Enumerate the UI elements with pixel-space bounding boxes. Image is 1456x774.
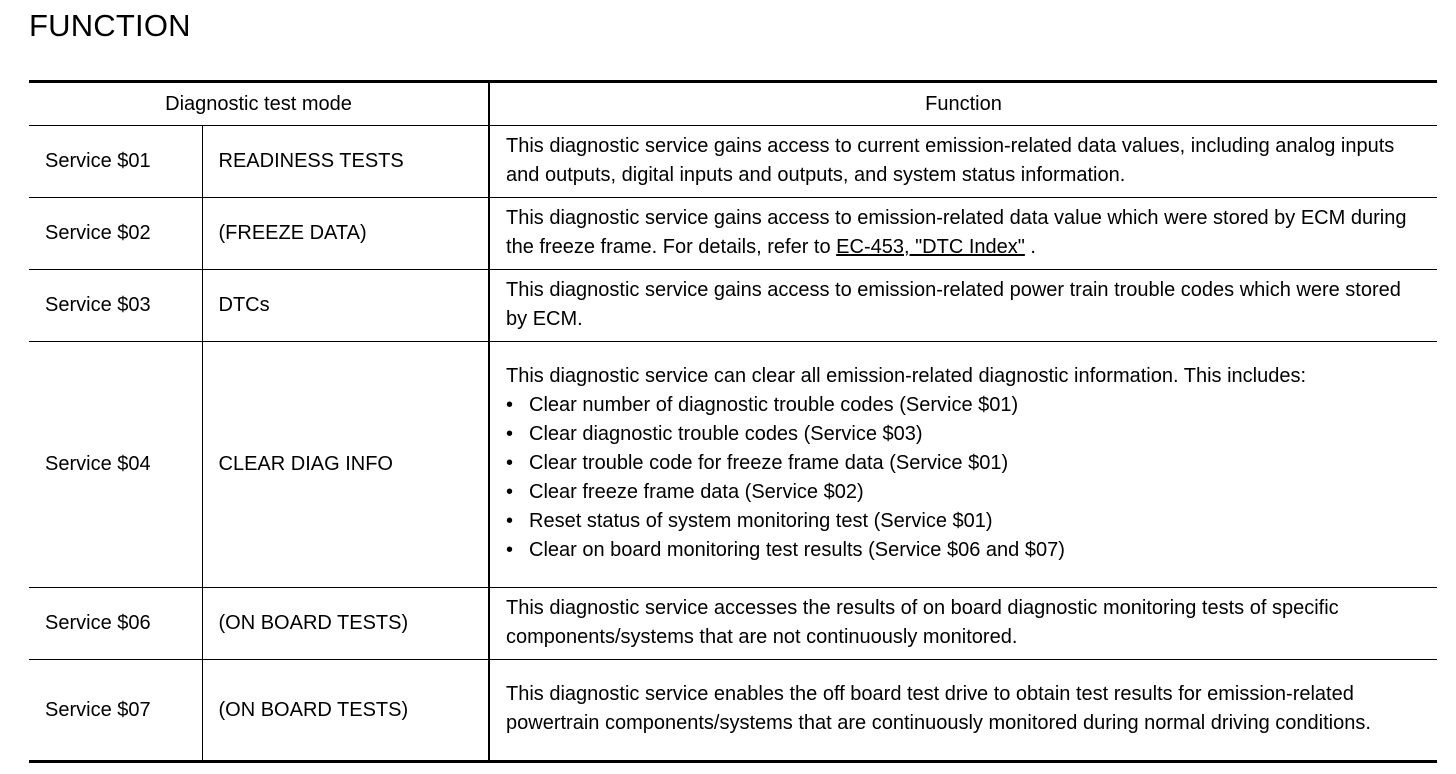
list-item-text: Clear freeze frame data (Service $02) xyxy=(529,481,864,503)
list-item xyxy=(506,449,1425,478)
service-cell: Service $01 xyxy=(29,126,202,198)
table-row xyxy=(29,660,1437,762)
function-table xyxy=(29,80,1437,763)
service-cell: Service $06 xyxy=(29,588,202,660)
dtc-index-link[interactable]: EC-453, "DTC Index" xyxy=(836,235,1025,258)
function-description xyxy=(489,198,1437,270)
bullet-icon: • xyxy=(506,539,514,561)
table-row xyxy=(29,198,1437,270)
description-text: This diagnostic service can clear all emission-related diagnostic information. This includes: xyxy=(506,365,1307,387)
function-description: This diagnostic service accesses the results of on board diagnostic monitoring tests of specific components/systems that are not continuously monitored. xyxy=(489,588,1437,660)
table-row xyxy=(29,588,1437,660)
table-row xyxy=(29,270,1437,342)
mode-cell: READINESS TESTS xyxy=(202,126,489,198)
list-item xyxy=(506,536,1425,565)
bullet-icon: • xyxy=(506,452,514,474)
mode-cell: (ON BOARD TESTS) xyxy=(202,660,489,762)
service-cell: Service $07 xyxy=(29,660,202,762)
list-item-text: Clear number of diagnostic trouble codes (Service $01) xyxy=(529,394,1019,416)
function-description: This diagnostic service gains access to emission-related power train trouble codes which were stored by ECM. xyxy=(489,270,1437,342)
description-text: This diagnostic service gains access to emission-related data value which were stored by ECM during the freeze frame. For details, refer to xyxy=(506,206,1407,258)
bullet-icon: • xyxy=(506,423,514,445)
list-item-text: Clear on board monitoring test results (Service $06 and $07) xyxy=(529,539,1065,561)
bullet-icon: • xyxy=(506,481,514,503)
header-function: Function xyxy=(489,82,1437,126)
list-item xyxy=(506,420,1425,449)
function-description xyxy=(489,342,1437,588)
clear-actions-list xyxy=(506,391,1425,565)
list-item xyxy=(506,478,1425,507)
mode-cell: (FREEZE DATA) xyxy=(202,198,489,270)
bullet-icon: • xyxy=(506,394,514,416)
mode-cell: (ON BOARD TESTS) xyxy=(202,588,489,660)
service-cell: Service $03 xyxy=(29,270,202,342)
list-item-text: Clear trouble code for freeze frame data (Service $01) xyxy=(529,452,1009,474)
service-cell: Service $02 xyxy=(29,198,202,270)
list-item xyxy=(506,507,1425,536)
mode-cell: DTCs xyxy=(202,270,489,342)
table-header-row xyxy=(29,82,1437,126)
table-row xyxy=(29,126,1437,198)
description-text-end: . xyxy=(1024,235,1036,258)
table-row xyxy=(29,342,1437,588)
header-diagnostic-test-mode: Diagnostic test mode xyxy=(29,82,489,126)
function-description: This diagnostic service gains access to current emission-related data values, including analog inputs and outputs, digital inputs and outputs, and system status information. xyxy=(489,126,1437,198)
list-item-text: Clear diagnostic trouble codes (Service $03) xyxy=(529,423,923,445)
list-item xyxy=(506,391,1425,420)
list-item-text: Reset status of system monitoring test (Service $01) xyxy=(529,510,993,532)
mode-cell: CLEAR DIAG INFO xyxy=(202,342,489,588)
bullet-icon: • xyxy=(506,510,514,532)
service-cell: Service $04 xyxy=(29,342,202,588)
page-title: FUNCTION xyxy=(29,8,191,43)
function-description: This diagnostic service enables the off board test drive to obtain test results for emission-related powertrain components/systems that are continuously monitored during normal driving conditions. xyxy=(489,660,1437,762)
